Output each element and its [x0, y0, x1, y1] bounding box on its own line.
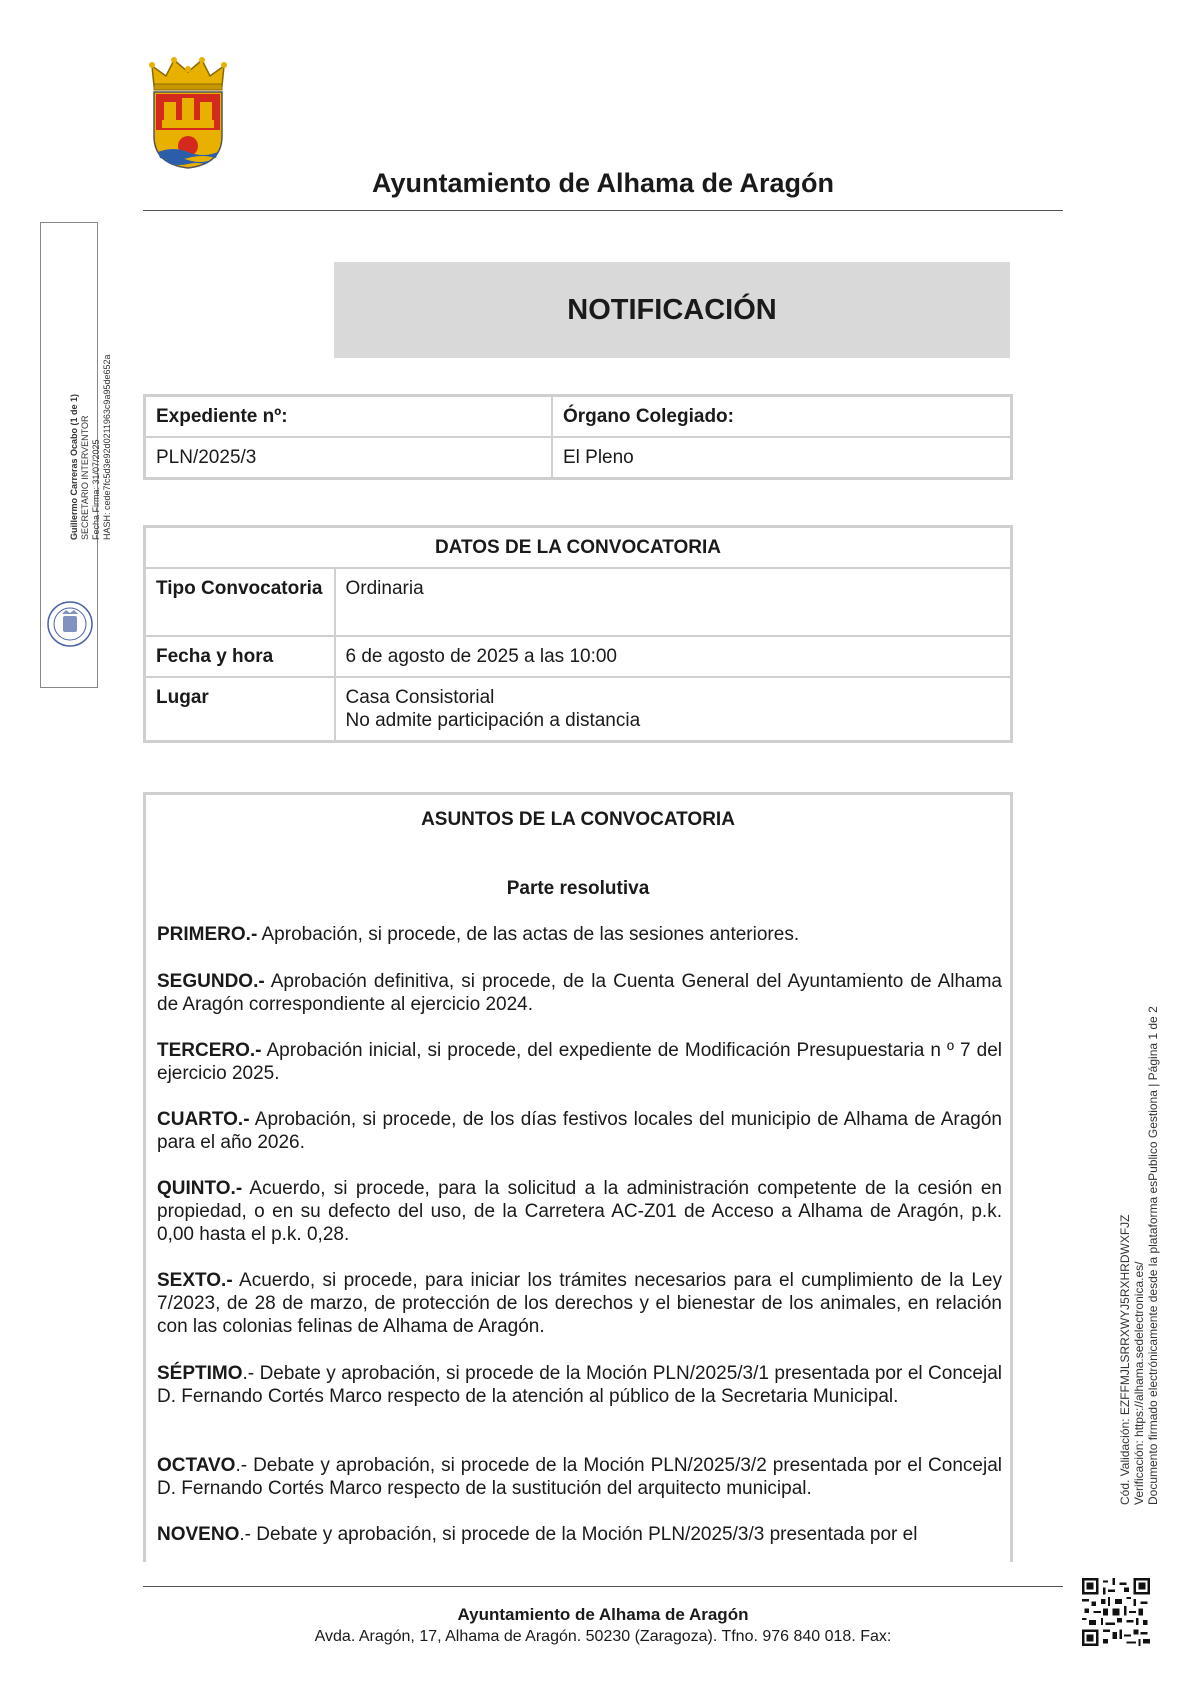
- signature-hash: HASH: cede7fc5d3e92d0211963c9a95de652a: [102, 354, 112, 540]
- header-divider: [143, 210, 1063, 211]
- official-seal-icon: [46, 600, 94, 648]
- signer-role: SECRETARIO INTERVENTOR: [80, 415, 90, 540]
- agenda-item: QUINTO.- Acuerdo, si procede, para la solicitud a la administración competente de la cesión en propiedad, o en su defecto del uso, de la Carretera AC-Z01 de Acceso a Alhama de Aragón, p.k. 0,00 hasta el p.k. 0,28.: [157, 1178, 1002, 1245]
- agenda-item: SÉPTIMO.- Debate y aprobación, si procede de la Moción PLN/2025/3/1 presentada por el Concejal D. Fernando Cortés Marco respecto de la atención al público de la Secretaria Municipal.: [157, 1363, 1002, 1407]
- lugar-value: [335, 677, 1012, 742]
- fecha-value: 6 de agosto de 2025 a las 10:00: [335, 636, 1012, 677]
- banner-title: NOTIFICACIÓN: [567, 294, 777, 326]
- expediente-table: [143, 394, 1013, 480]
- footer-title: Ayuntamiento de Alhama de Aragón: [457, 1605, 749, 1624]
- agenda-item: NOVENO.- Debate y aprobación, si procede de la Moción PLN/2025/3/3 presentada por el: [157, 1524, 918, 1545]
- convocatoria-title: DATOS DE LA CONVOCATORIA: [145, 527, 1012, 569]
- agenda-item: PRIMERO.- Aprobación, si procede, de las actas de las sesiones anteriores.: [157, 924, 800, 945]
- tipo-label: Tipo Convocatoria: [145, 568, 335, 636]
- coat-of-arms-icon: [144, 56, 232, 170]
- expediente-label: Expediente nº:: [145, 396, 552, 438]
- convocatoria-table: [143, 525, 1013, 743]
- expediente-value: PLN/2025/3: [145, 437, 552, 479]
- agenda-item: CUARTO.- Aprobación, si procede, de los días festivos locales del municipio de Alhama de Aragón para el año 2026.: [157, 1109, 1002, 1153]
- parte-resolutiva-title: Parte resolutiva: [506, 878, 650, 899]
- page-info: Documento firmado electrónicamente desde la plataforma esPublico Gestiona | Página 1 de 2: [1146, 1006, 1160, 1505]
- agenda-item: TERCERO.- Aprobación inicial, si procede, del expediente de Modificación Presupuestaria n º 7 del ejercicio 2025.: [157, 1040, 1002, 1084]
- agenda-item: SEGUNDO.- Aprobación definitiva, si procede, de la Cuenta General del Ayuntamiento de Alhama de Aragón correspondiente al ejercicio 2024.: [157, 971, 1002, 1015]
- lugar-value-line1: Casa Consistorial: [345, 687, 495, 708]
- organo-value: El Pleno: [552, 437, 1012, 479]
- page-title: Ayuntamiento de Alhama de Aragón: [371, 168, 835, 198]
- footer-divider: [143, 1586, 1063, 1587]
- signer-name: Guillermo Carreras Ocabo (1 de 1): [69, 393, 79, 540]
- asuntos-box: [143, 792, 1013, 1562]
- validation-code: Cód. Validación: EZFFMJLSRRXWYJ5RXHRDWXFJZ: [1118, 1214, 1132, 1505]
- signature-date: Fecha Firma: 31/07/2025: [91, 439, 101, 540]
- lugar-value-line2: No admite participación a distancia: [345, 710, 641, 731]
- organo-label: Órgano Colegiado:: [552, 396, 1012, 438]
- agenda-item: SEXTO.- Acuerdo, si procede, para iniciar los trámites necesarios para el cumplimiento de la Ley 7/2023, de 28 de marzo, de protección de los derechos y el bienestar de los animales, en relación con las colonias felinas de Alhama de Aragón.: [157, 1270, 1002, 1337]
- fecha-label: Fecha y hora: [145, 636, 335, 677]
- footer-address: Avda. Aragón, 17, Alhama de Aragón. 50230 (Zaragoza). Tfno. 976 840 018. Fax:: [314, 1628, 892, 1645]
- agenda-item: OCTAVO.- Debate y aprobación, si procede de la Moción PLN/2025/3/2 presentada por el Concejal D. Fernando Cortés Marco respecto de la sustitución del arquitecto municipal.: [157, 1455, 1002, 1499]
- qr-code-icon: [1082, 1578, 1150, 1646]
- tipo-value: Ordinaria: [335, 568, 1012, 636]
- lugar-label: Lugar: [145, 677, 335, 742]
- verification-url: Verificación: https://alhama.sedelectronica.es/: [1132, 1261, 1146, 1505]
- asuntos-title: ASUNTOS DE LA CONVOCATORIA: [421, 809, 735, 830]
